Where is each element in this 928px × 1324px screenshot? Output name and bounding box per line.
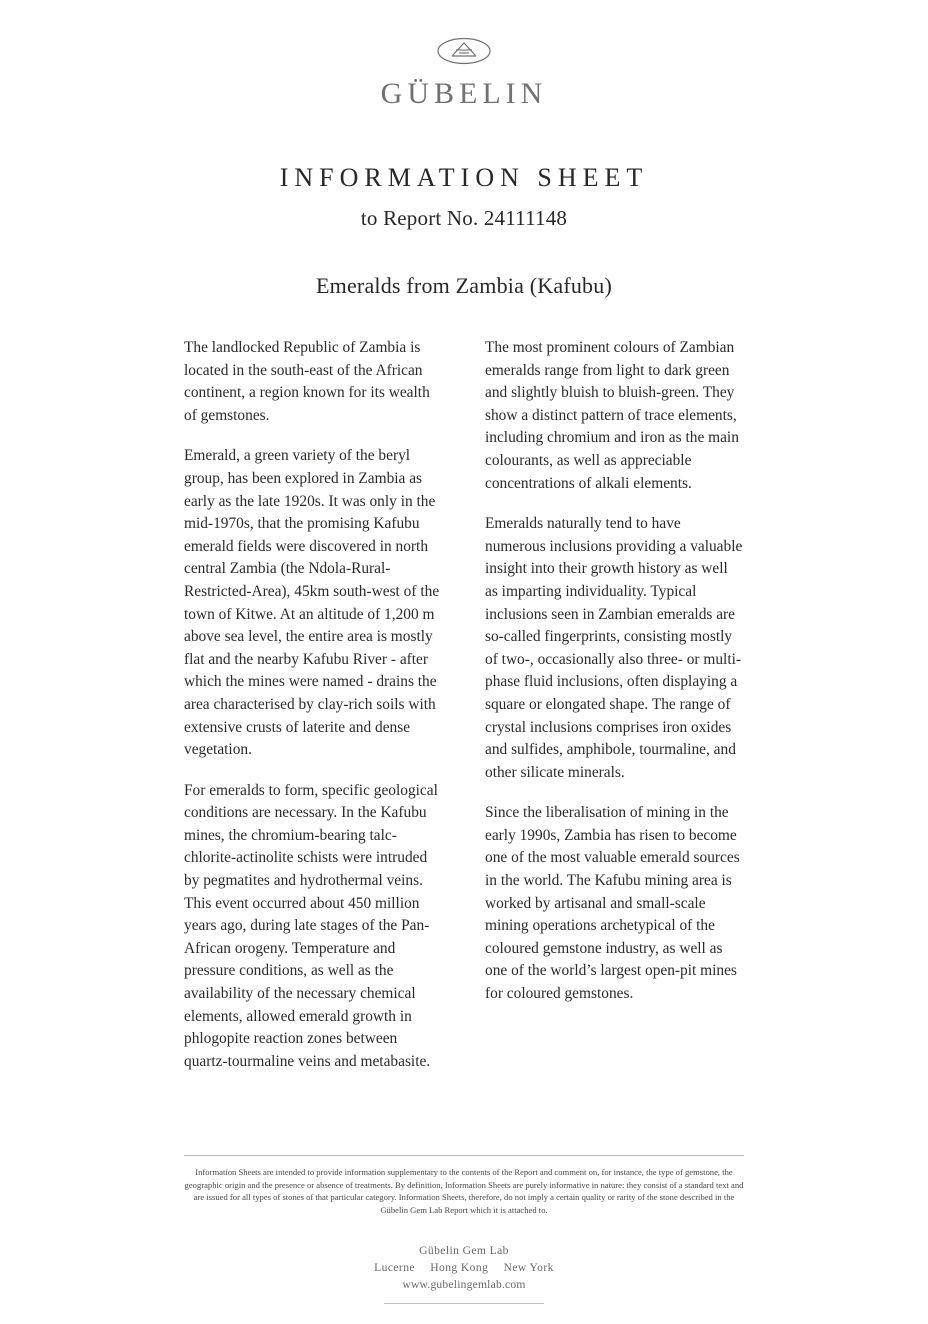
brand-header: [0, 0, 928, 111]
section-heading: Emeralds from Zambia (Kafubu): [316, 273, 612, 298]
paragraph: The most prominent colours of Zambian emeralds range from light to dark green and slightly bluish to bluish-green. They show a distinct pattern of trace elements, including chromium and iron as the main colourants, as well as appreciable concentrations of alkali elements.: [485, 339, 739, 492]
lab-cities: [184, 1259, 744, 1276]
brand-name: GÜBELIN: [380, 77, 548, 110]
paragraph: Since the liberalisation of mining in the early 1990s, Zambia has risen to become one of the most valuable emerald sources in the world. The Kafubu mining area is worked by artisanal and small-scale mining operations archetypical of the coloured gemstone industry, as well as one of the world’s largest open-pit mines for coloured gemstones.: [485, 804, 740, 1003]
lab-contact-block: [184, 1242, 744, 1304]
lab-city: New York: [503, 1261, 554, 1274]
report-number: to Report No. 24111148: [360, 206, 568, 230]
body-columns: [184, 337, 744, 1073]
lab-name: Gübelin Gem Lab: [419, 1244, 509, 1257]
page-title: INFORMATION SHEET: [279, 163, 649, 192]
left-column: [184, 337, 443, 1073]
paragraph: For emeralds to form, specific geological conditions are necessary. In the Kafubu mines, the chromium-bearing talc-chlorite-actinolite schists were intruded by pegmatites and hydrothermal veins. This event occurred about 450 million years ago, during late stages of the Pan-African orogeny. Temperature and pressure conditions, as well as the availability of the necessary chemical elements, allowed emerald growth in phlogopite reaction zones between quartz-tourmaline veins and metabasite.: [184, 781, 438, 1070]
footer-bottom-divider: [384, 1303, 544, 1304]
lab-city: Lucerne: [374, 1261, 415, 1274]
right-column: [485, 337, 744, 1006]
paragraph: Emeralds naturally tend to have numerous inclusions providing a valuable insight into their growth history as well as imparting individuality. Typical inclusions seen in Zambian emeralds are so-called fingerprints, consisting mostly of two-, occasionally also three- or multi-phase fluid inclusions, often displaying a square or elongated shape. The range of crystal inclusions comprises iron oxides and sulfides, amphibole, tourmaline, and other silicate minerals.: [485, 515, 743, 781]
paragraph: The landlocked Republic of Zambia is located in the south-east of the African continent, a region known for its wealth of gemstones.: [184, 339, 430, 424]
gubelin-monogram-icon: [0, 34, 928, 73]
footer-divider: [184, 1155, 744, 1156]
paragraph: Emerald, a green variety of the beryl group, has been explored in Zambia as early as the late 1920s. It was only in the mid-1970s, that the promising Kafubu emerald fields were discovered in north central Zambia (the Ndola-Rural-Restricted-Area), 45km south-west of the town of Kitwe. At an altitude of 1,200 m above sea level, the entire area is mostly flat and the nearby Kafubu River - after which the mines were named - drains the area characterised by clay-rich soils with extensive crusts of laterite and dense vegetation.: [184, 447, 440, 759]
lab-website-link[interactable]: www.gubelingemlab.com: [402, 1278, 526, 1291]
lab-city: Hong Kong: [430, 1261, 489, 1274]
page-footer: [0, 1155, 928, 1304]
disclaimer-text: Information Sheets are intended to provide information supplementary to the contents of the Report and comment on, for instance, the type of gemstone, the geographic origin and the presence or absence of treatments. By definition, Information Sheets are purely informative in nature: they consist of a standard text and are issued for all types of stones of that particular category. Information Sheets, therefore, do not imply a certain quality or rarity of the stone described in the Gübelin Gem Lab Report which it is attached to.: [184, 1167, 744, 1215]
